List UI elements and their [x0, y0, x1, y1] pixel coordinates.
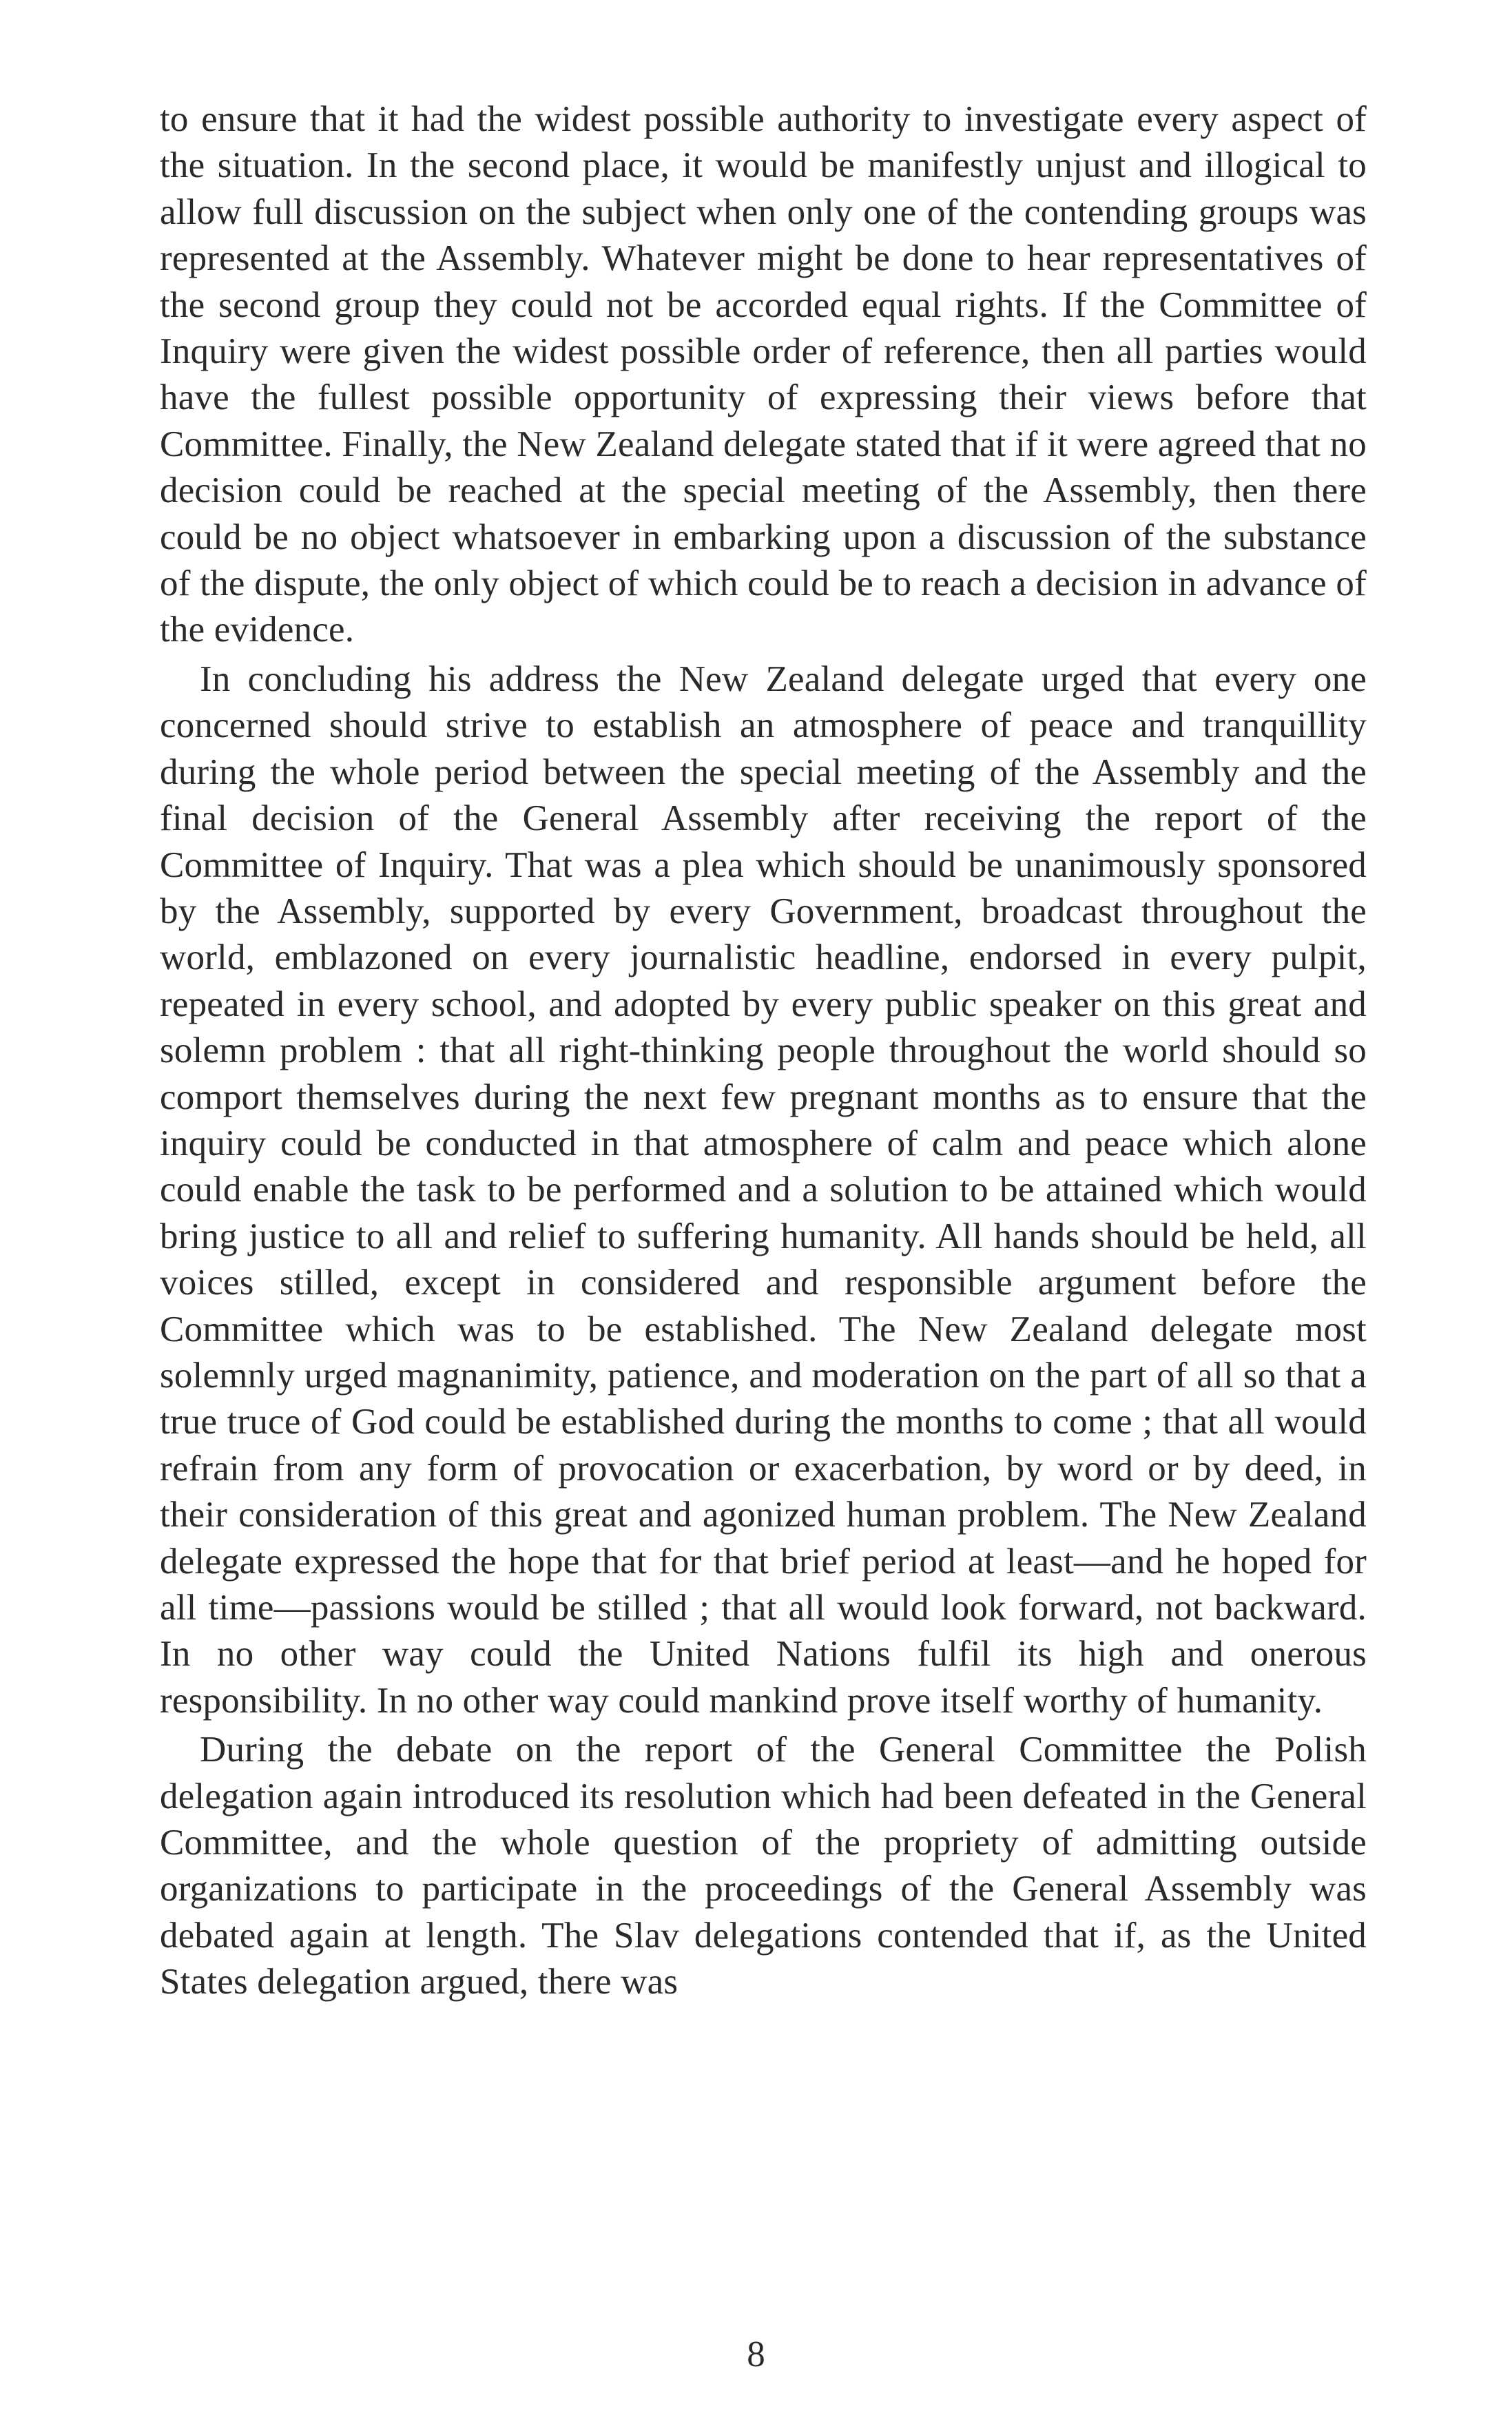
- paragraph-concluding-address: In concluding his address the New Zealand delegate urged that every one concerned should strive to establish an atmosphere of peace and tranquillity during the whole period between the special meeting of the Assembly and the final decision of the General Assembly after receiving the report of the Committee of Inquiry. That was a plea which should be unanimously sponsored by the Assembly, supported by every Government, broadcast throughout the world, emblazoned on every journalistic headline, endorsed in every pulpit, repeated in every school, and adopted by every public speaker on this great and solemn problem : that all right-thinking people throughout the world should so comport themselves during the next few pregnant months as to ensure that the inquiry could be conducted in that atmosphere of calm and peace which alone could enable the task to be performed and a solution to be attained which would bring justice to all and relief to suffering humanity. All hands should be held, all voices stilled, except in considered and responsible argument before the Committee which was to be established. The New Zealand delegate most solemnly urged magnanimity, patience, and moderation on the part of all so that a true truce of God could be established during the months to come ; that all would refrain from any form of provocation or exacerbation, by word or by deed, in their consideration of this great and agonized human problem. The New Zealand delegate expressed the hope that for that brief period at least—and he hoped for all time—passions would be stilled ; that all would look forward, not backward. In no other way could the United Nations fulfil its high and onerous responsibility. In no other way could mankind prove itself worthy of humanity.: [160, 659, 1367, 1721]
- paragraph-continuation: to ensure that it had the widest possible authority to investigate every aspect of the situation. In the second place, it would be manifestly unjust and illogical to allow full discussion on the subject when only one of the contending groups was represented at the Assembly. Whatever might be done to hear representatives of the second group they could not be accorded equal rights. If the Committee of Inquiry were given the widest possible order of reference, then all parties would have the fullest possible opportunity of expressing their views before that Committee. Finally, the New Zealand delegate stated that if it were agreed that no decision could be reached at the special meeting of the Assembly, then there could be no object whatsoever in embarking upon a discussion of the substance of the dispute, the only object of which could be to reach a decision in advance of the evidence.: [160, 99, 1367, 650]
- page-body: [160, 96, 1367, 2006]
- paragraph-general-committee-debate: During the debate on the report of the General Committee the Polish delegation again introduced its resolution which had been defeated in the General Committee, and the whole question of the propriety of admitting outside organizations to participate in the proceedings of the General Assembly was debated again at length. The Slav delegations contended that if, as the United States delegation argued, there was: [160, 1730, 1367, 2002]
- page-number: 8: [747, 2334, 765, 2374]
